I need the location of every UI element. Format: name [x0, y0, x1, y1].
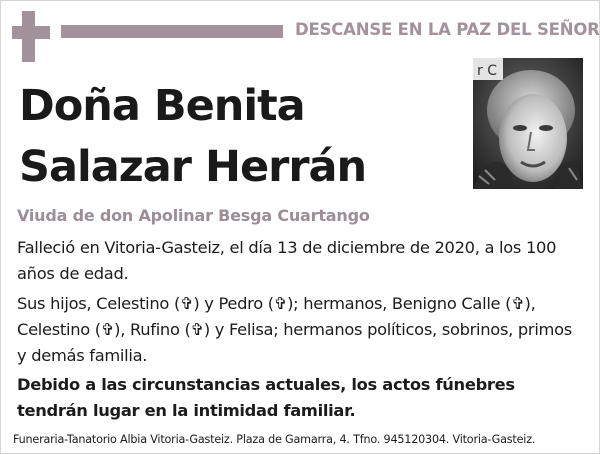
header-divider-bar	[61, 25, 283, 38]
ceremony-note-paragraph: Debido a las circunstancias actuales, los actos fúnebres tendrán lugar en la intimidad familiar.	[17, 375, 515, 420]
family-paragraph: Sus hijos, Celestino (✞) y Pedro (✞); hermanos, Benigno Calle (✞), Celestino (✞), Rufino (✞) y Felisa; hermanos políticos, sobrinos, primos y demás familia.	[17, 294, 572, 365]
portrait-photo	[473, 58, 583, 189]
death-notice-paragraph: Falleció en Vitoria-Gasteiz, el día 13 de diciembre de 2020, a los 100 años de edad.	[17, 238, 557, 283]
funeral-home-footer: Funeraria-Tanatorio Albia Vitoria-Gasteiz. Plaza de Gamarra, 4. Tfno. 945120304. Vitoria-Gasteiz.	[13, 433, 536, 446]
header-title: DESCANSE EN LA PAZ DEL SEÑOR	[295, 20, 600, 39]
deceased-name-line1: Doña Benita	[19, 81, 305, 131]
svg-text:r C: r C	[477, 63, 497, 79]
widow-subtitle: Viuda de don Apolinar Besga Cuartango	[17, 206, 370, 225]
deceased-name-line2: Salazar Herrán	[19, 142, 367, 192]
latin-cross-icon	[12, 11, 50, 62]
